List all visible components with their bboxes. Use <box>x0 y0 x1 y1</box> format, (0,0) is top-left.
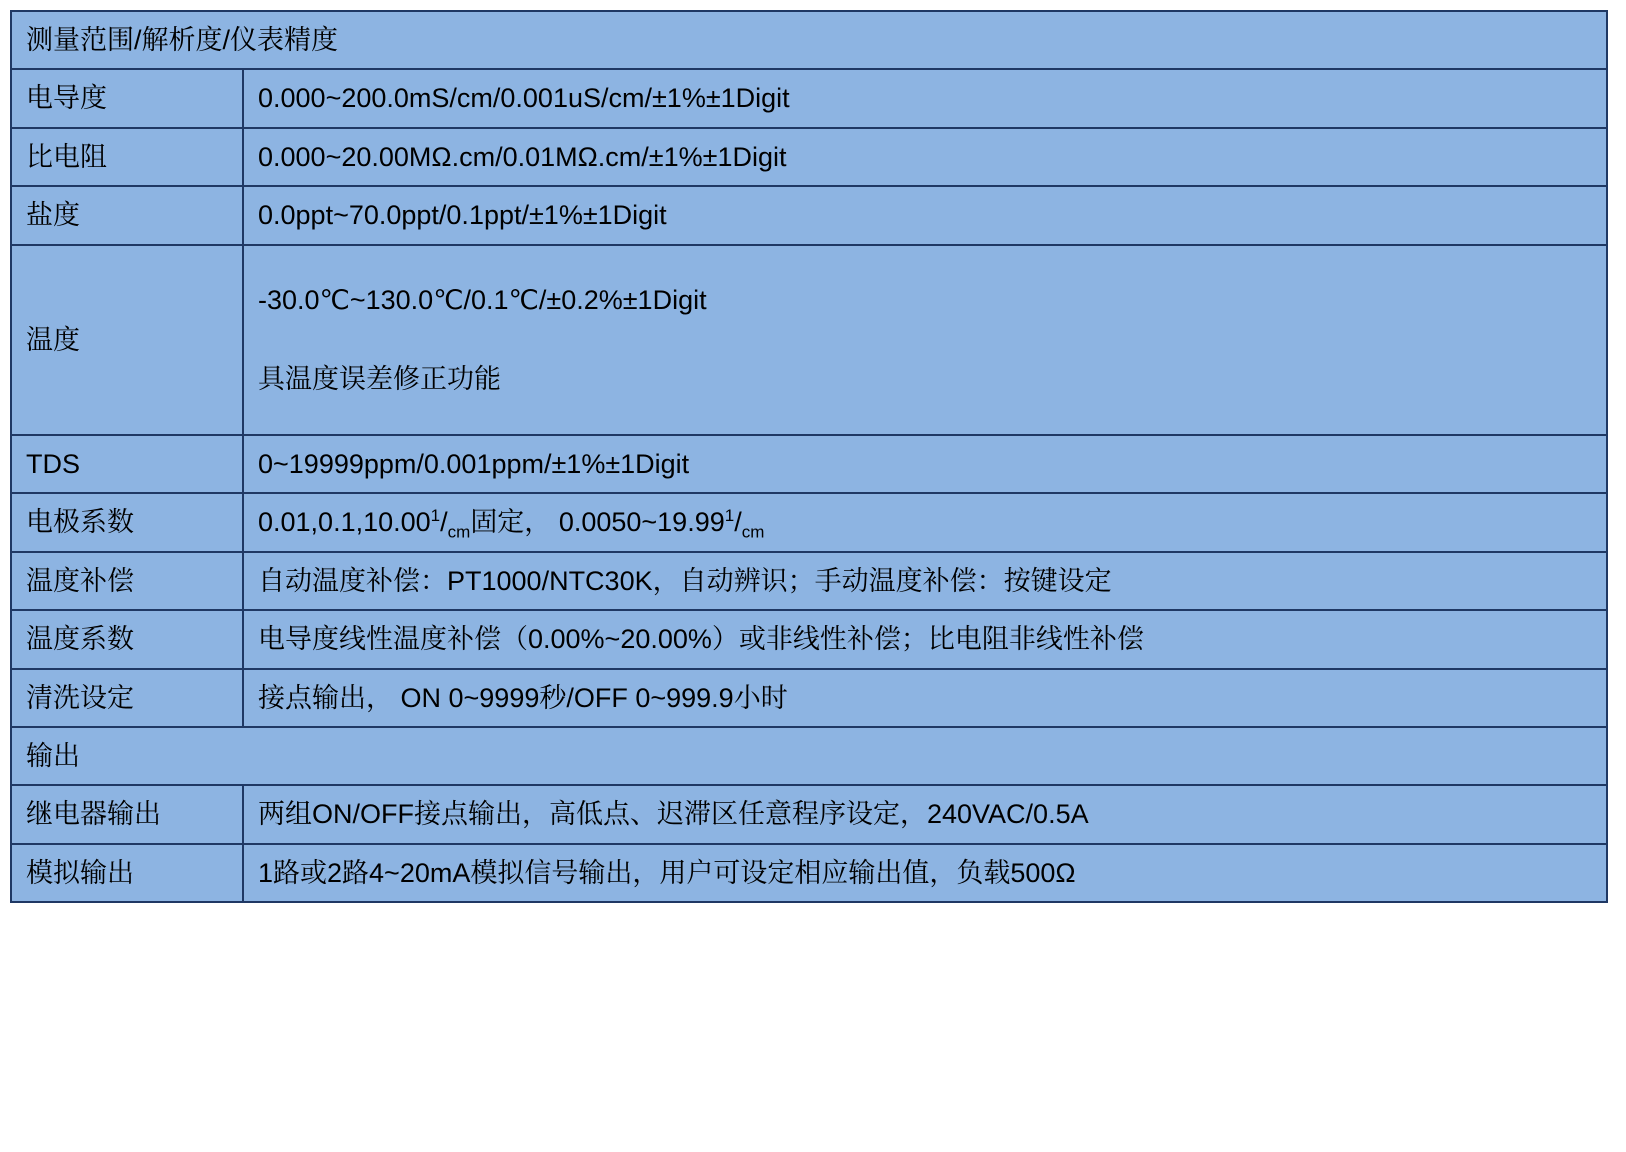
table-row <box>11 552 1607 610</box>
row-value-tds: 0~19999ppm/0.001ppm/±1%±1Digit <box>243 435 1607 493</box>
cell-constant-sup2: 1 <box>724 506 735 526</box>
table-row <box>11 669 1607 727</box>
row-value-resistivity: 0.000~20.00MΩ.cm/0.01MΩ.cm/±1%±1Digit <box>243 128 1607 186</box>
row-value-conductivity: 0.000~200.0mS/cm/0.001uS/cm/±1%±1Digit <box>243 69 1607 127</box>
row-value-cell-constant <box>243 493 1607 551</box>
table-row <box>11 493 1607 551</box>
table-header-title: 测量范围/解析度/仪表精度 <box>11 11 1607 69</box>
table-row <box>11 785 1607 843</box>
section-row-output <box>11 727 1607 785</box>
row-label-cell-constant: 电极系数 <box>11 493 243 551</box>
cell-constant-sub2: cm <box>741 522 765 542</box>
cell-constant-unit1: $^1/_{cm}$ <box>430 506 471 542</box>
table-row <box>11 186 1607 244</box>
row-value-relay-output: 两组ON/OFF接点输出，高低点、迟滞区任意程序设定，240VAC/0.5A <box>243 785 1607 843</box>
temperature-correction-line: 具温度误差修正功能 <box>258 363 501 394</box>
row-label-salinity: 盐度 <box>11 186 243 244</box>
table-row <box>11 128 1607 186</box>
temperature-range-line: -30.0℃~130.0℃/0.1℃/±0.2%±1Digit <box>258 285 707 316</box>
row-label-tds: TDS <box>11 435 243 493</box>
row-label-analog-output: 模拟输出 <box>11 844 243 902</box>
row-label-temp-coefficient: 温度系数 <box>11 610 243 668</box>
table-row <box>11 69 1607 127</box>
row-value-analog-output: 1路或2路4~20mA模拟信号输出，用户可设定相应输出值，负载500Ω <box>243 844 1607 902</box>
cell-constant-unit2: $^1/_{cm}$ <box>724 506 765 542</box>
table-row <box>11 844 1607 902</box>
specification-table <box>10 10 1608 903</box>
row-label-temp-compensation: 温度补偿 <box>11 552 243 610</box>
table-row <box>11 610 1607 668</box>
table-header-row <box>11 11 1607 69</box>
row-value-temp-coefficient: 电导度线性温度补偿（0.00%~20.00%）或非线性补偿；比电阻非线性补偿 <box>243 610 1607 668</box>
section-title-output: 输出 <box>11 727 1607 785</box>
table-row <box>11 435 1607 493</box>
row-label-cleaning-setting: 清洗设定 <box>11 669 243 727</box>
cell-constant-sub1: cm <box>447 522 471 542</box>
row-label-temperature: 温度 <box>11 245 243 435</box>
row-value-cleaning-setting: 接点输出， ON 0~9999秒/OFF 0~999.9小时 <box>243 669 1607 727</box>
cell-constant-part1: 0.01,0.1,10.00 <box>258 507 431 538</box>
row-label-resistivity: 比电阻 <box>11 128 243 186</box>
table-row <box>11 245 1607 435</box>
row-value-salinity: 0.0ppt~70.0ppt/0.1ppt/±1%±1Digit <box>243 186 1607 244</box>
cell-constant-part2: 固定， 0.0050~19.99 <box>470 507 725 538</box>
table-body <box>11 11 1607 902</box>
row-value-temperature <box>243 245 1607 435</box>
row-label-relay-output: 继电器输出 <box>11 785 243 843</box>
row-value-temp-compensation: 自动温度补偿：PT1000/NTC30K，自动辨识；手动温度补偿：按键设定 <box>243 552 1607 610</box>
cell-constant-sup1: 1 <box>430 506 441 526</box>
row-label-conductivity: 电导度 <box>11 69 243 127</box>
